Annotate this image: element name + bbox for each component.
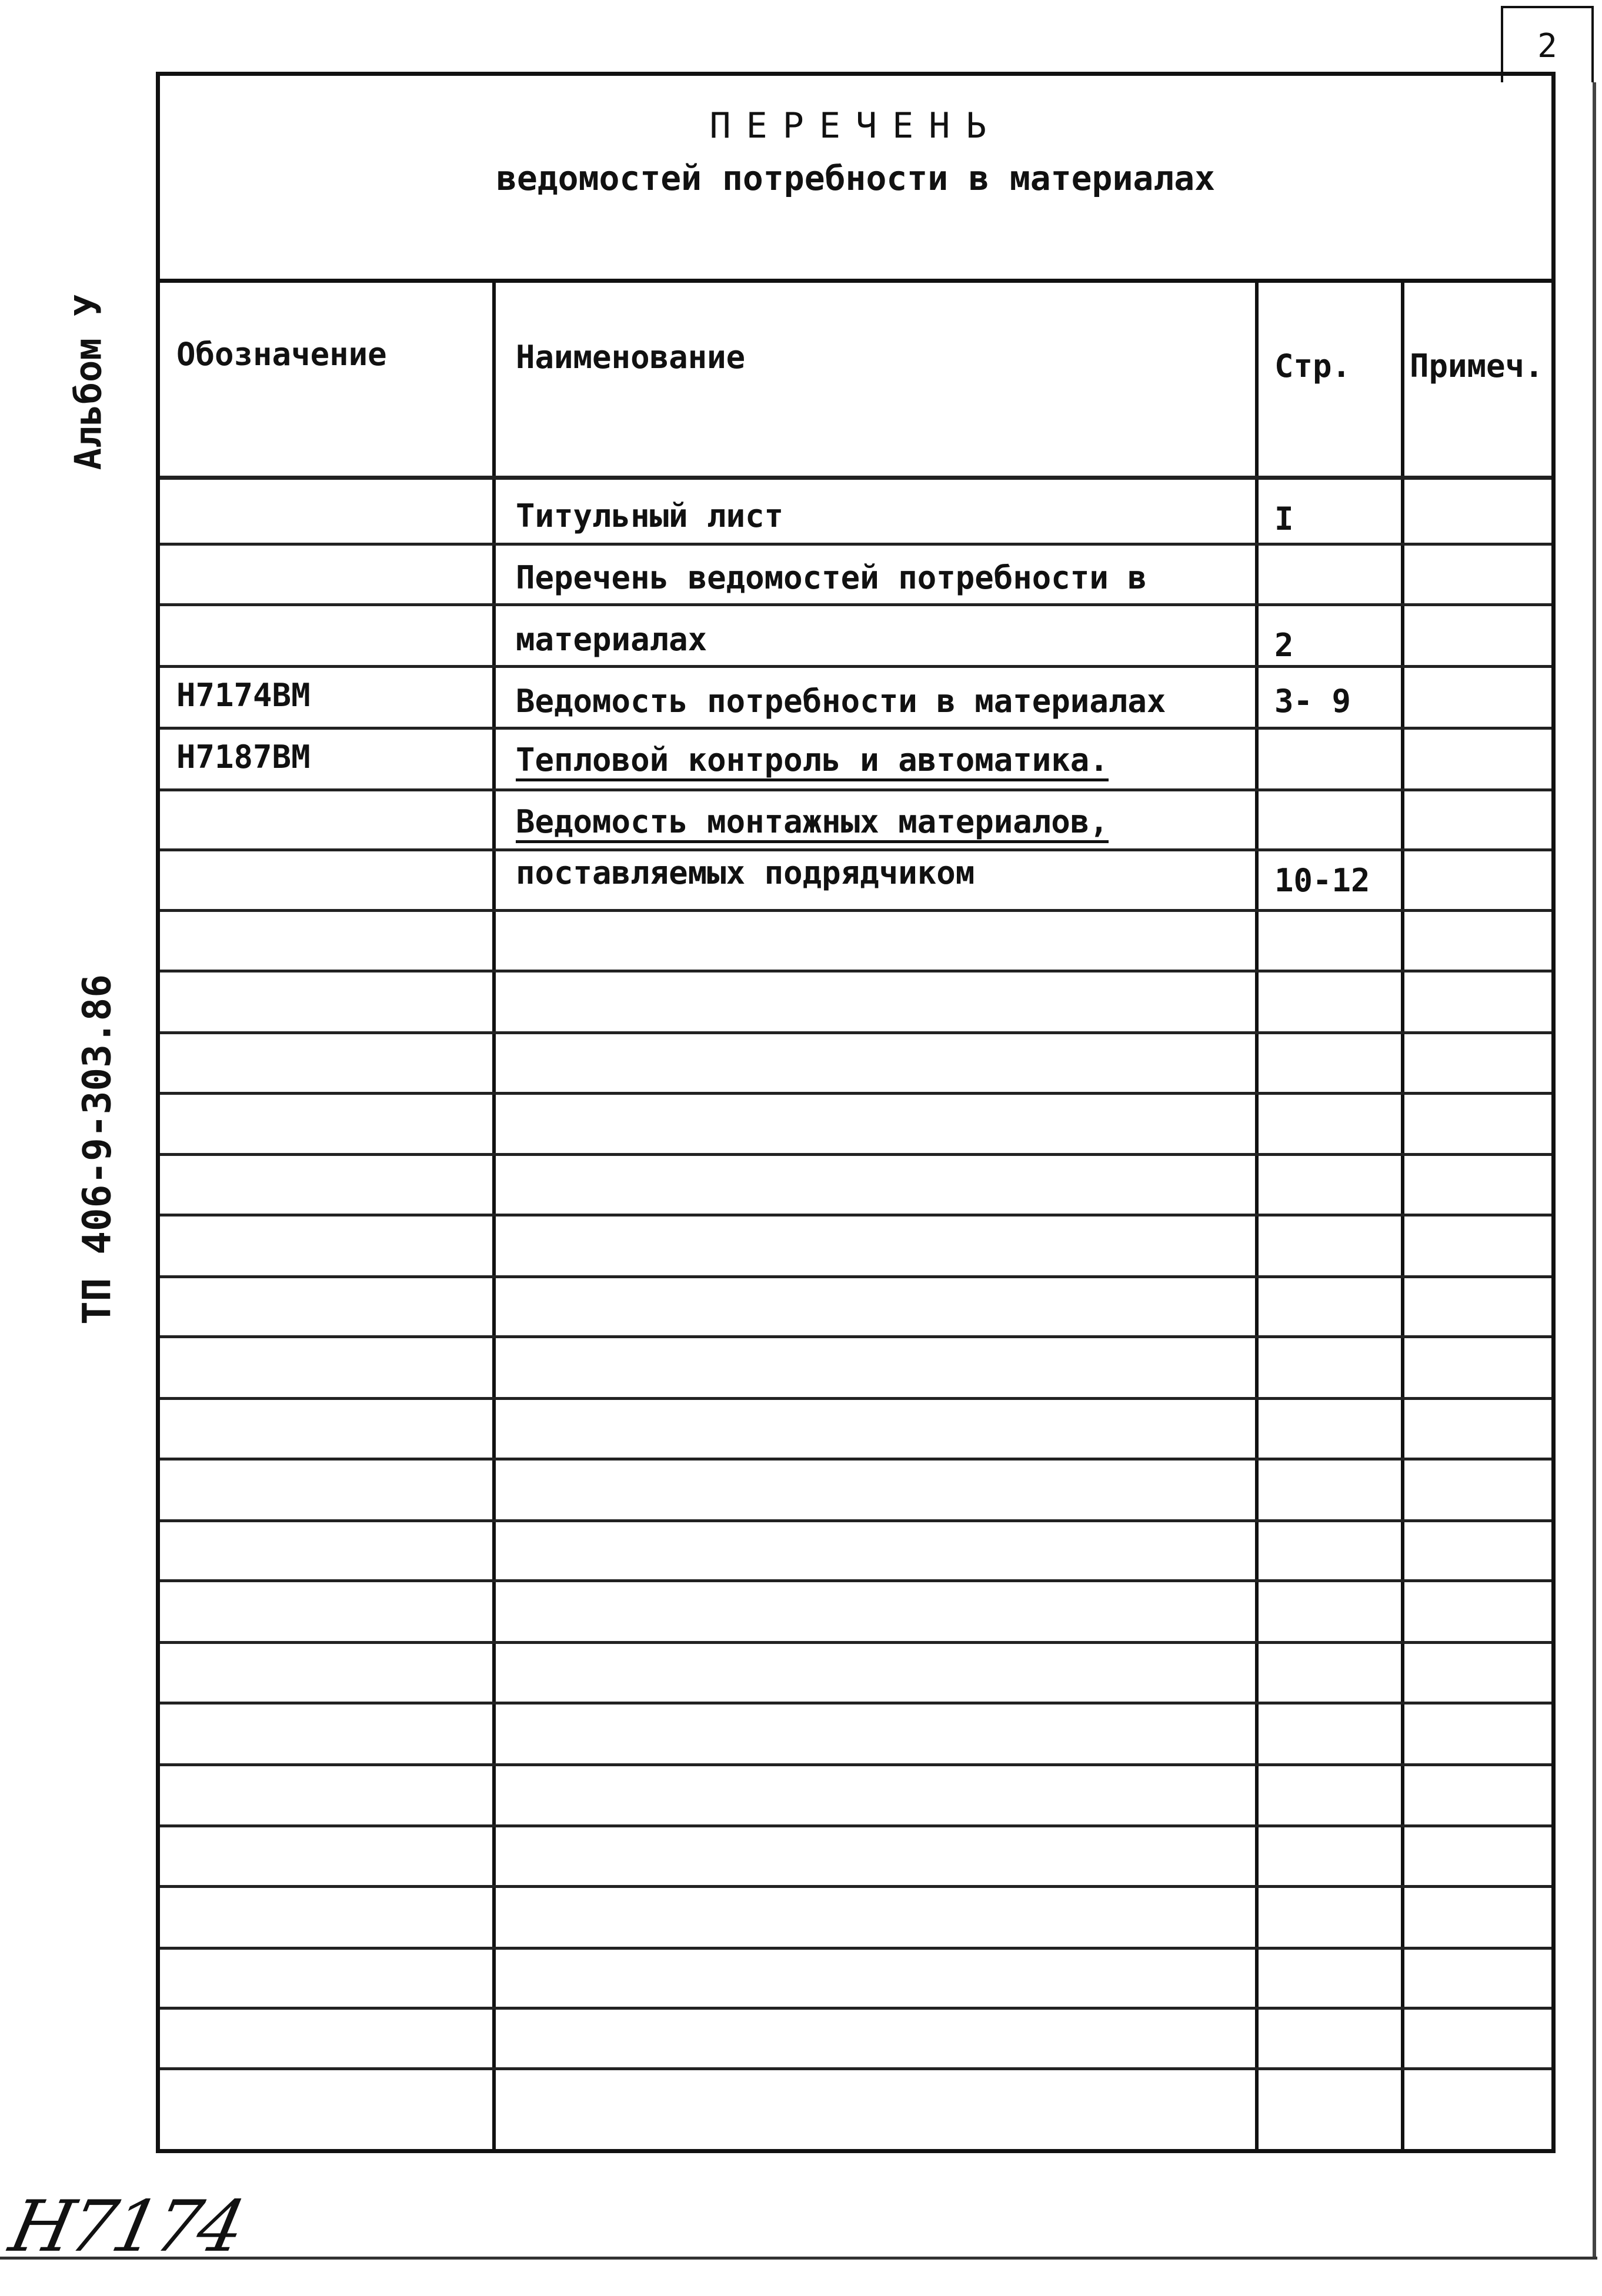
row-rule: [160, 1519, 1551, 1522]
row-page: I: [1274, 500, 1294, 537]
row-rule: [160, 2067, 1551, 2070]
header-name: Наименование: [516, 339, 746, 376]
row-rule: [160, 543, 1551, 546]
row-rule: [160, 727, 1551, 730]
row-rule: [160, 1031, 1551, 1034]
row-designation: Н7187ВМ: [176, 738, 311, 776]
row-rule: [160, 1763, 1551, 1766]
row-name: материалах: [516, 621, 707, 658]
row-name: Титульный лист: [516, 497, 784, 534]
row-name: Тепловой контроль и автоматика.: [516, 741, 1109, 781]
row-rule: [160, 1092, 1551, 1095]
row-rule: [160, 909, 1551, 912]
row-rule: [160, 1885, 1551, 1888]
row-page: 3- 9: [1274, 683, 1351, 720]
materials-list-table: [160, 283, 1551, 2149]
title-block: [160, 76, 1551, 283]
document-title: ПЕРЕЧЕНЬ: [709, 105, 1002, 146]
row-rule: [160, 1641, 1551, 1644]
header-page: Стр.: [1274, 347, 1351, 385]
right-border-line: [1593, 82, 1596, 2258]
row-rule: [160, 1335, 1551, 1338]
row-page: 2: [1274, 627, 1294, 664]
row-rule: [160, 788, 1551, 791]
sheet-number-box: [1501, 6, 1594, 82]
row-rule: [160, 1947, 1551, 1950]
album-label: Альбом У: [66, 294, 110, 470]
row-rule: [160, 970, 1551, 972]
row-rule: [160, 848, 1551, 851]
row-rule: [160, 603, 1551, 606]
document-frame: [156, 72, 1556, 2153]
header-designation: Обозначение: [176, 336, 387, 373]
row-rule: [160, 1824, 1551, 1827]
header-rule: [160, 476, 1551, 480]
row-name: поставляемых подрядчиком: [516, 854, 975, 891]
row-rule: [160, 1579, 1551, 1582]
row-rule: [160, 1458, 1551, 1461]
row-rule: [160, 1153, 1551, 1156]
row-name: Ведомость монтажных материалов,: [516, 803, 1109, 843]
row-rule: [160, 1397, 1551, 1400]
row-page: 10-12: [1274, 862, 1370, 899]
bottom-border-line: [0, 2257, 1597, 2260]
row-rule: [160, 1214, 1551, 1216]
sheet-number: 2: [1537, 27, 1557, 65]
row-rule: [160, 1275, 1551, 1278]
handwritten-signature: Н7174: [3, 2186, 250, 2268]
row-rule: [160, 1702, 1551, 1705]
document-subtitle: ведомостей потребности в материалах: [496, 158, 1216, 198]
header-note: Примеч.: [1410, 347, 1544, 385]
row-name: Ведомость потребности в материалах: [516, 683, 1166, 720]
row-designation: Н7174ВМ: [176, 677, 311, 714]
row-rule: [160, 665, 1551, 668]
row-rule: [160, 2007, 1551, 2010]
row-name: Перечень ведомостей потребности в: [516, 559, 1147, 596]
project-code-label: ТП 406-9-303.86: [74, 974, 120, 1325]
